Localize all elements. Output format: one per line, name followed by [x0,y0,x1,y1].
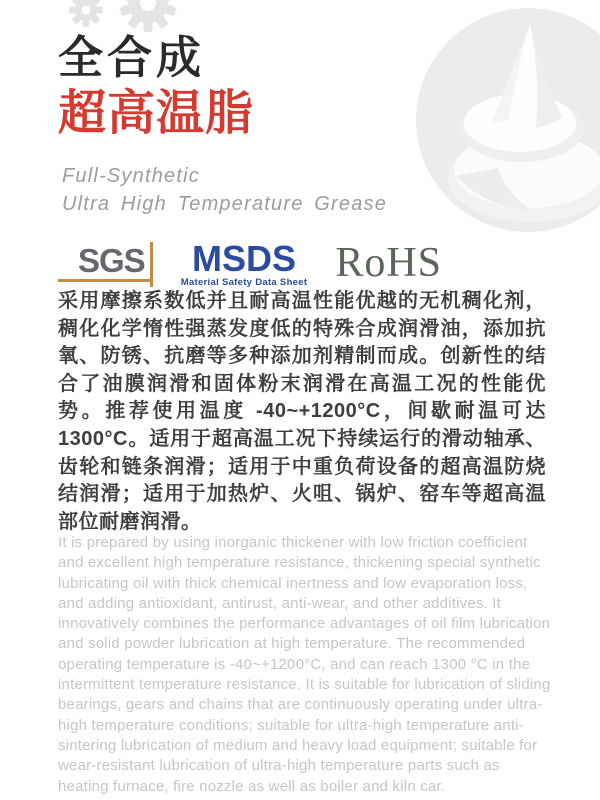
sgs-logo [58,242,153,282]
msds-logo-sublabel: Material Safety Data Sheet [180,277,308,288]
rohs-logo: RoHS [335,240,443,286]
sgs-logo-label: SGS [78,242,145,279]
description-chinese: 采用摩擦系数低并且耐高温性能优越的无机稠化剂，稠化化学惰性强蒸发度低的特殊合成润滑油，添加抗氧、防锈、抗磨等多种添加剂精制而成。创新性的结合了油膜润滑和固体粉末润滑在高温工况的性能优势。推荐使用温度 -40~+1200°C，间歇耐温可达 1300°C。适用于超高温工况下持续运行的滑动轴承、齿轮和链条润滑；适用于中重负荷设备的超高温防烧结润滑；适用于加热炉、火咀、锅炉、窑车等超高温部位耐磨润滑。 [58,290,546,533]
msds-logo [180,238,308,288]
product-photo [416,8,600,232]
subtitle-line1: Full-Synthetic [62,165,200,187]
sgs-logo-underline [58,279,150,282]
page-title-accent: 超高温脂 [58,87,255,140]
subtitle [62,162,387,218]
msds-logo-label: MSDS [192,238,297,279]
certification-logos [58,238,443,290]
page-title-main: 全合成 [58,32,206,83]
description-english: It is prepared by using inorganic thickener with low friction coefficient and excellent high temperature resistance, thickening special synthetic lubricating oil with thick chemical inertness and low evaporation loss, and adding antioxidant, antirust, anti-wear, and other additives. It innovatively combines the performance advantages of oil film lubrication and solid powder lubrication at high temperature. The recommended operating temperature is -40~+1200°C, and can reach 1300 °C in the intermittent temperature resistance. It is suitable for lubrication of sliding bearings, gears and chains that are continuously operating under ultra-high temperature conditions; suitable for ultra-high temperature anti-sintering lubrication of medium and heavy load equipment; suitable for wear-resistant lubrication of ultra-high temperature parts such as heating furnace, fire nozzle as well as boiler and kiln car. [58,534,551,795]
page-title [58,30,254,142]
sgs-logo-rightline [150,242,153,287]
grease-dollop-image [416,8,600,232]
subtitle-line2: Ultra High Temperature Grease [62,193,388,215]
